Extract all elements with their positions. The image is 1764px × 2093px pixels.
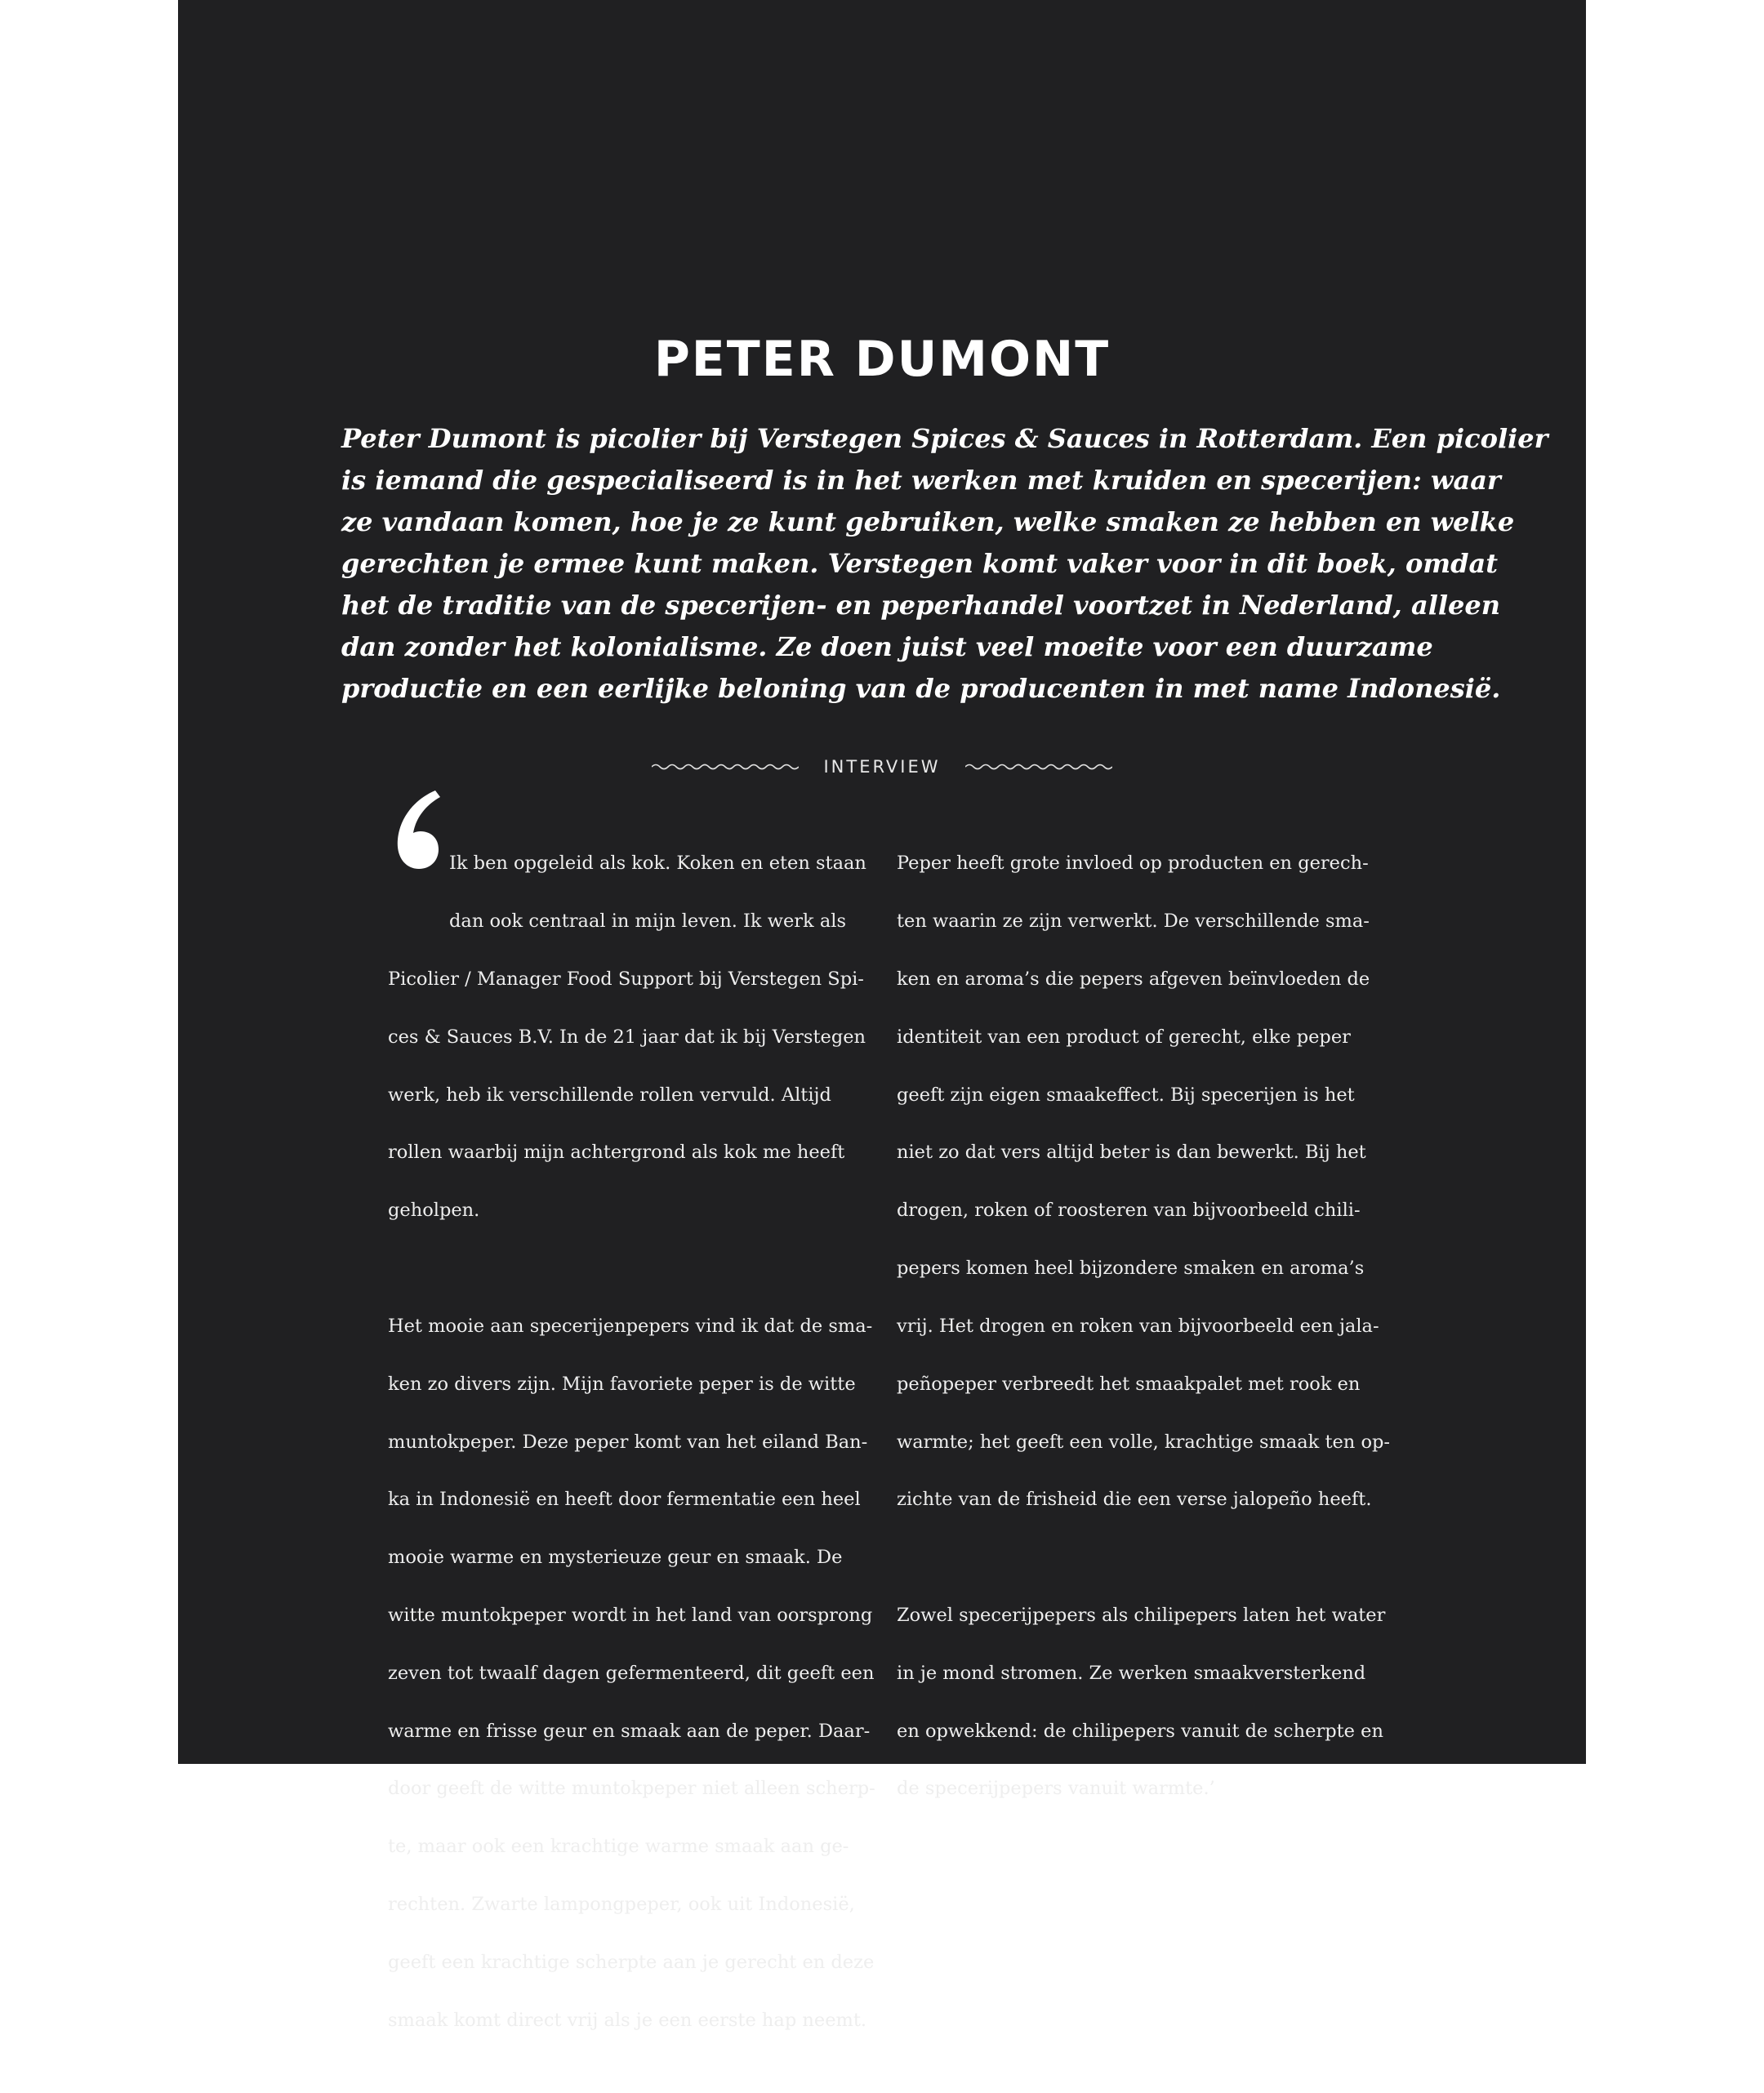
text-line: de specerijpepers vanuit warmte.’ xyxy=(897,1778,1215,1800)
intro-line: ze vandaan komen, hoe je ze kunt gebruiken, welke smaken ze hebben en welke xyxy=(341,506,1515,537)
page xyxy=(178,0,1586,2031)
interview-column-left xyxy=(388,821,878,2093)
intro-line: dan zonder het kolonialisme. Ze doen juist veel moeite voor een duurzame xyxy=(341,631,1433,662)
text-line: Het mooie aan specerijenpepers vind ik dat de sma- xyxy=(388,1315,873,1337)
text-line: rollen waarbij mijn achtergrond als kok me heeft xyxy=(388,1142,845,1164)
text-line: ken en aroma’s die pepers afgeven beïnvloeden de xyxy=(897,969,1370,991)
text-line: ka in Indonesië en heeft door fermentatie een heel xyxy=(388,1489,861,1511)
text-line: drogen, roken of roosteren van bijvoorbeeld chili- xyxy=(897,1200,1361,1222)
text-line: peñopeper verbreedt het smaakpalet met rook en xyxy=(897,1373,1361,1395)
intro-line: gerechten je ermee kunt maken. Verstegen komt vaker voor in dit boek, omdat xyxy=(341,548,1499,579)
text-line: identiteit van een product of gerecht, elke peper xyxy=(897,1026,1351,1048)
text-line: witte muntokpeper wordt in het land van oorsprong xyxy=(388,1604,873,1626)
intro-line: het de traditie van de specerijen- en peperhandel voortzet in Nederland, alleen xyxy=(341,590,1500,621)
text-line: Zowel specerijpepers als chilipepers laten het water xyxy=(897,1604,1386,1626)
text-line: door geeft de witte muntokpeper niet alleen scherp- xyxy=(388,1778,875,1800)
text-line: rechten. Zwarte lampongpeper, ook uit Indonesië, xyxy=(388,1894,855,1916)
text-line: ces & Sauces B.V. In de 21 jaar dat ik bij Verstegen xyxy=(388,1026,866,1048)
text-line: vrij. Het drogen en roken van bijvoorbeeld een jala- xyxy=(897,1315,1379,1337)
text-line: zichte van de frisheid die een verse jalopeño heeft. xyxy=(897,1489,1372,1511)
interview-paragraph xyxy=(897,821,1391,1543)
interview-column-right xyxy=(897,821,1391,1862)
section-divider xyxy=(652,753,1112,781)
text-line: pepers komen heel bijzondere smaken en aroma’s xyxy=(897,1258,1365,1280)
page-title: PETER DUMONT xyxy=(653,331,1111,388)
text-line: warme en frisse geur en smaak aan de peper. Daar- xyxy=(388,1720,871,1742)
text-line: ken zo divers zijn. Mijn favoriete peper is de witte xyxy=(388,1373,856,1395)
interview-paragraph xyxy=(388,821,878,1254)
text-line: geeft zijn eigen smaakeffect. Bij specerijen is het xyxy=(897,1084,1355,1106)
text-line: niet zo dat vers altijd beter is dan bewerkt. Bij het xyxy=(897,1142,1366,1164)
text-line: geeft een krachtige scherpte aan je gerecht en deze xyxy=(388,1951,875,1973)
section-label: INTERVIEW xyxy=(823,757,941,777)
text-line: geholpen. xyxy=(388,1200,480,1222)
text-line: warmte; het geeft een volle, krachtige smaak ten op- xyxy=(897,1431,1391,1453)
wave-ornament-right-icon xyxy=(965,760,1112,773)
text-line: ten waarin ze zijn verwerkt. De verschillende sma- xyxy=(897,911,1370,933)
text-line: dan ook centraal in mijn leven. Ik werk als xyxy=(449,911,846,933)
intro-line: is iemand die gespecialiseerd is in het werken met kruiden en specerijen: waar xyxy=(341,465,1501,496)
intro-line: productie en een eerlijke beloning van de producenten in met name Indonesië. xyxy=(341,673,1501,704)
text-line: te, maar ook een krachtige warme smaak aan ge- xyxy=(388,1836,849,1858)
text-line: muntokpeper. Deze peper komt van het eiland Ban- xyxy=(388,1431,868,1453)
text-line: zeven tot twaalf dagen gefermenteerd, dit geeft een xyxy=(388,1662,875,1684)
text-line: Ik ben opgeleid als kok. Koken en eten staan xyxy=(449,853,866,875)
text-line: Picolier / Manager Food Support bij Verstegen Spi- xyxy=(388,969,864,991)
text-line: en opwekkend: de chilipepers vanuit de scherpte en xyxy=(897,1720,1383,1742)
interview-paragraph xyxy=(897,1573,1387,1833)
intro-line: Peter Dumont is picolier bij Verstegen Spices & Sauces in Rotterdam. Een picolier xyxy=(341,423,1548,454)
text-line: mooie warme en mysterieuze geur en smaak. De xyxy=(388,1547,843,1569)
interview-paragraph xyxy=(388,1283,878,2064)
text-line: in je mond stromen. Ze werken smaakversterkend xyxy=(897,1662,1366,1684)
intro-paragraph xyxy=(341,418,1548,710)
text-line: Peper heeft grote invloed op producten en gerech- xyxy=(897,853,1369,875)
wave-ornament-left-icon xyxy=(652,760,799,773)
text-line: smaak komt direct vrij als je een eerste hap neemt. xyxy=(388,2009,867,2031)
text-line: werk, heb ik verschillende rollen vervuld. Altijd xyxy=(388,1084,831,1106)
